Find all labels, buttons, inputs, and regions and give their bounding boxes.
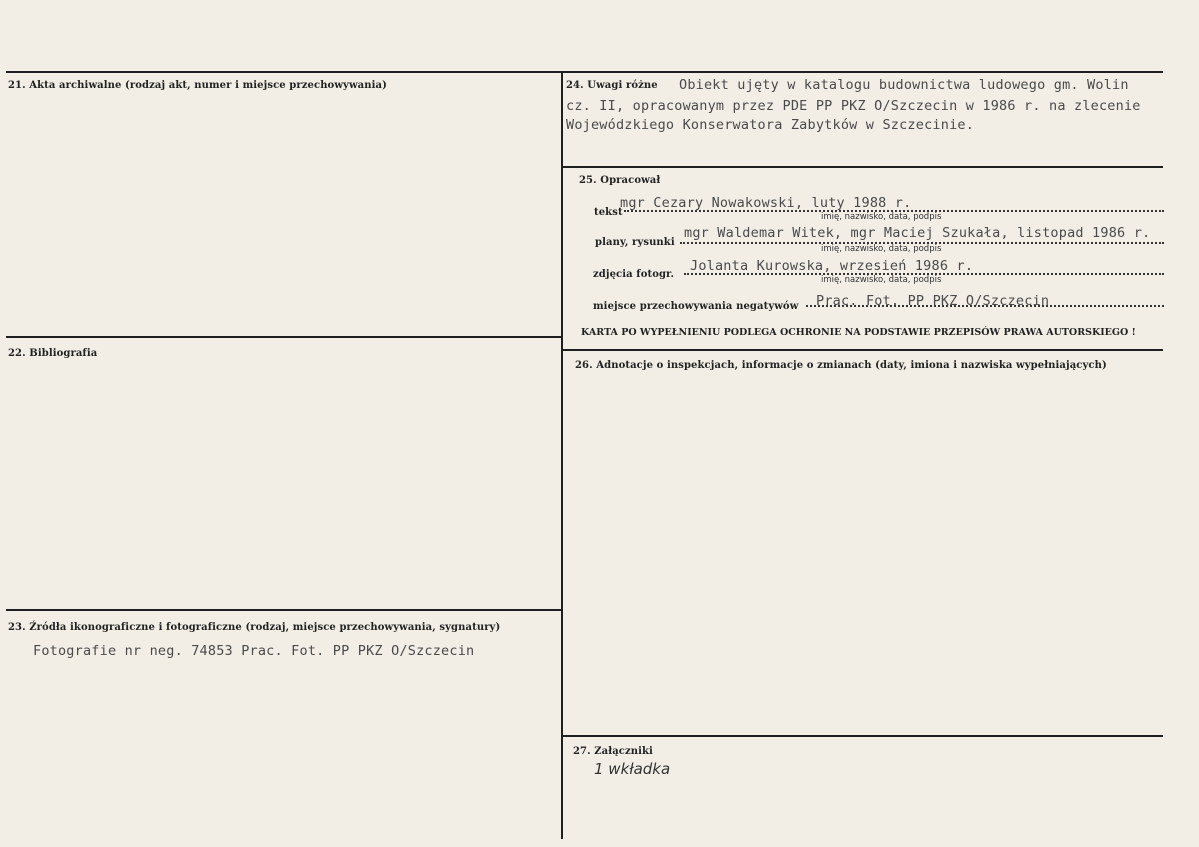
section-21-label: 21. Akta archiwalne (rodzaj akt, numer i miejsce przechowywania) bbox=[8, 80, 387, 91]
rule-s26-s27 bbox=[562, 735, 1163, 737]
top-rule bbox=[6, 71, 1163, 73]
negatives-field-label: miejsce przechowywania negatywów bbox=[593, 301, 799, 312]
section-26-label: 26. Adnotacje o inspekcjach, informacje o zmianach (daty, imiona i nazwiska wypełniających) bbox=[575, 360, 1107, 371]
plans-field-label: plany, rysunki bbox=[595, 237, 675, 248]
text-field-hint: imię, nazwisko, data, podpis bbox=[821, 212, 942, 222]
rule-s25-s26 bbox=[562, 349, 1163, 351]
text-field-value: mgr Cezary Nowakowski, luty 1988 r. bbox=[620, 195, 912, 211]
photos-field-label: zdjęcia fotogr. bbox=[593, 269, 675, 280]
section-24-line-2: cz. II, opracowanym przez PDE PP PKZ O/Szczecin w 1986 r. na zlecenie bbox=[566, 98, 1141, 114]
plans-field-hint: imię, nazwisko, data, podpis bbox=[821, 244, 942, 254]
section-23-label: 23. Źródła ikonograficzne i fotograficzne (rodzaj, miejsce przechowywania, sygnatury) bbox=[8, 622, 501, 633]
photos-field-hint: imię, nazwisko, data, podpis bbox=[821, 275, 942, 285]
section-24-line-1: Obiekt ujęty w katalogu budownictwa ludowego gm. Wolin bbox=[679, 77, 1129, 93]
negatives-field-value: Prac. Fot. PP PKZ O/Szczecin bbox=[816, 293, 1050, 309]
section-24-label: 24. Uwagi różne bbox=[566, 80, 658, 91]
section-24-line-3: Wojewódzkiego Konserwatora Zabytków w Szczecinie. bbox=[566, 117, 975, 133]
section-27-label: 27. Załączniki bbox=[573, 746, 653, 757]
section-27-value: 1 wkładka bbox=[594, 760, 671, 778]
rule-s24-s25 bbox=[562, 166, 1163, 168]
center-divider bbox=[561, 71, 563, 839]
text-field-label: tekst bbox=[594, 207, 623, 218]
rule-s21-s22 bbox=[6, 336, 562, 338]
negatives-field-dotted-line bbox=[806, 305, 1164, 307]
photos-field-value: Jolanta Kurowska, wrzesień 1986 r. bbox=[690, 258, 974, 274]
section-22-label: 22. Bibliografia bbox=[8, 348, 98, 359]
section-25-label: 25. Opracował bbox=[579, 175, 661, 186]
plans-field-value: mgr Waldemar Witek, mgr Maciej Szukała, listopad 1986 r. bbox=[684, 225, 1151, 241]
section-23-value: Fotografie nr neg. 74853 Prac. Fot. PP PKZ O/Szczecin bbox=[33, 643, 475, 659]
copyright-notice: KARTA PO WYPEŁNIENIU PODLEGA OCHRONIE NA PODSTAWIE PRZEPISÓW PRAWA AUTORSKIEGO ! bbox=[581, 327, 1136, 338]
rule-s22-s23 bbox=[6, 609, 562, 611]
